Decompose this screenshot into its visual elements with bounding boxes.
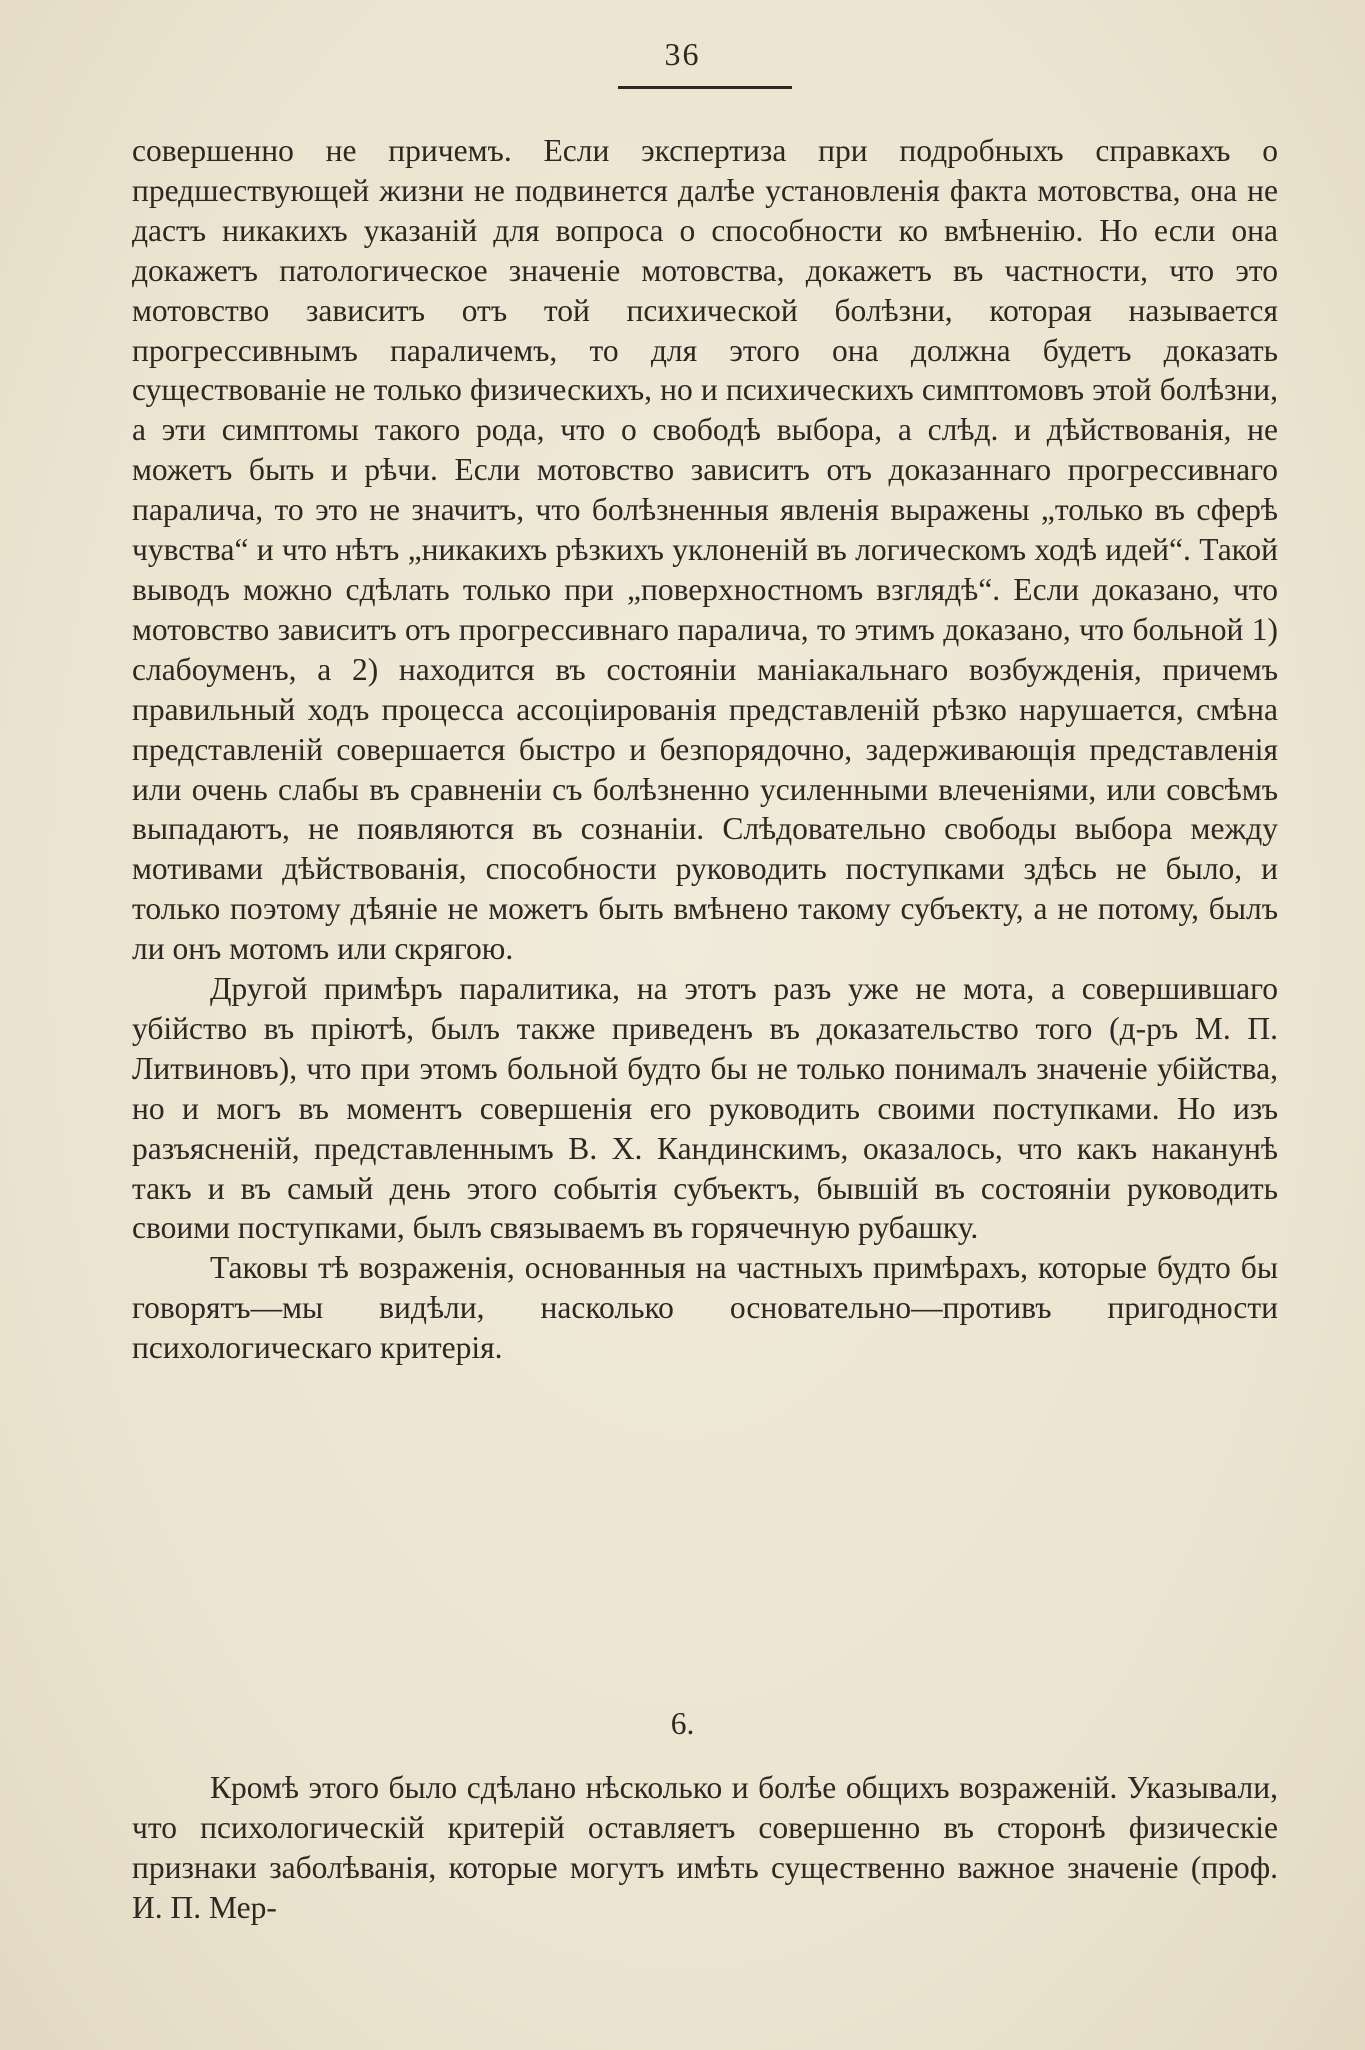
paragraph: Кромѣ этого было сдѣлано нѣсколько и болѣе общихъ возраженій. Указывали, что психологическій критерій оставляетъ совершенно въ сторонѣ физическіе признаки заболѣванія, которые могутъ имѣть существенно важное значеніе (проф. И. П. Мер- — [132, 1770, 1278, 1925]
page-header — [0, 38, 1365, 70]
page-number: 36 — [664, 36, 701, 72]
paragraph: Таковы тѣ возраженія, основанныя на частныхъ примѣрахъ, которые будто бы говорятъ—мы видѣли, насколько основательно—противъ пригодности психологическаго критерія. — [132, 1250, 1278, 1366]
header-rule — [618, 86, 792, 89]
section-number: 6. — [670, 1706, 695, 1741]
section-text — [132, 1768, 1278, 1928]
paragraph: Другой примѣръ паралитика, на этотъ разъ уже не мота, а совершившаго убійство въ пріютѣ, былъ также приведенъ въ доказательство того (д-ръ М. П. Литвиновъ), что при этомъ больной будто бы не только понималъ значеніе убійства, но и могъ въ моментъ совершенія его руководить своими поступками. Но изъ разъясненій, представленнымъ В. Х. Кандинскимъ, оказалось, что какъ наканунѣ такъ и въ самый день этого событія субъектъ, бывшій въ состояніи руководить своими поступками, былъ связываемъ въ горячечную рубашку. — [132, 971, 1278, 1246]
paragraph: совершенно не причемъ. Если экспертиза при подробныхъ справкахъ о предшествующей жизни не подвинется далѣе установленія факта мотовства, она не дастъ никакихъ указаній для вопроса о способности ко вмѣненію. Но если она докажетъ патологическое значеніе мотовства, докажетъ въ частности, что это мотовство зависитъ отъ той психической болѣзни, которая называется прогрессивнымъ параличемъ, то для этого она должна будетъ доказать существованіе не только физическихъ, но и психическихъ симптомовъ этой болѣзни, а эти симптомы такого рода, что о свободѣ выбора, а слѣд. и дѣйствованія, не можетъ быть и рѣчи. Если мотовство зависитъ отъ доказаннаго прогрессивнаго паралича, то это не значитъ, что болѣзненныя явленія выражены „только въ сферѣ чувства“ и что нѣтъ „никакихъ рѣзкихъ уклоненій въ логическомъ ходѣ идей“. Такой выводъ можно сдѣлать только при „поверхностномъ взглядѣ“. Если доказано, что мотовство зависитъ отъ прогрессивнаго паралича, то этимъ доказано, что больной 1) слабоуменъ, а 2) находится въ состояніи маніакальнаго возбужденія, причемъ правильный ходъ процесса ассоціированія представленій рѣзко нарушается, смѣна представленій совершается быстро и безпорядочно, задерживающія представленія или очень слабы въ сравненіи съ болѣзненно усиленными влеченіями, или совсѣмъ выпадаютъ, не появляются въ сознаніи. Слѣдовательно свободы выбора между мотивами дѣйствованія, способности руководить поступками здѣсь не было, и только поэтому дѣяніе не можетъ быть вмѣнено такому субъекту, а не потому, былъ ли онъ мотомъ или скрягою. — [132, 133, 1278, 967]
main-text — [132, 131, 1278, 1368]
